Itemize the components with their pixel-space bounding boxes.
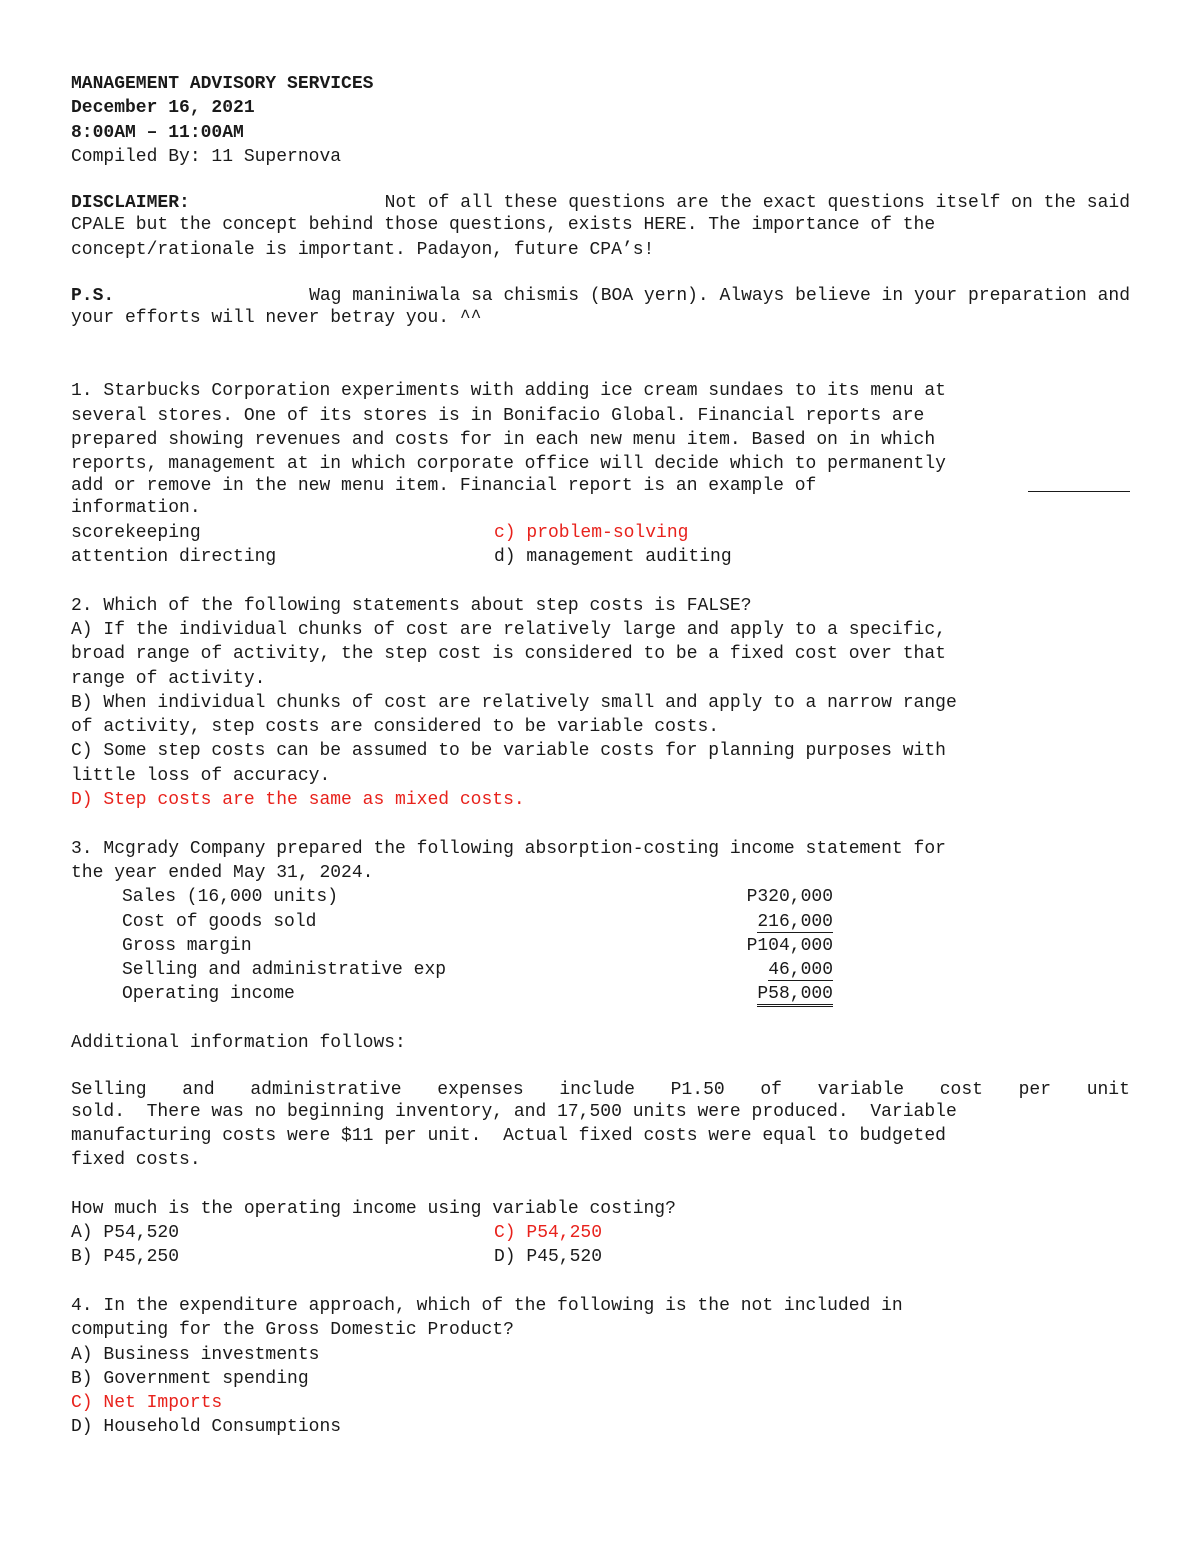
- q3-stem-line-1: 3. Mcgrady Company prepared the following absorption-costing income statement for: [71, 838, 946, 859]
- q4-option-c-correct: C) Net Imports: [71, 1393, 223, 1414]
- answer-blank: [1028, 476, 1130, 492]
- q4-option-d: D) Household Consumptions: [71, 1417, 342, 1438]
- q3-option-d: D) P45,520: [494, 1247, 603, 1268]
- q2-option-b-line-1: B) When individual chunks of cost are relatively small and apply to a narrow range: [71, 692, 957, 713]
- income-statement-row: [122, 958, 833, 982]
- q3-option-a: A) P54,520: [71, 1223, 180, 1244]
- document-title: MANAGEMENT ADVISORY SERVICES: [71, 74, 374, 94]
- q3-options-row-2: [71, 1245, 1130, 1269]
- q4-stem-line-2: computing for the Gross Domestic Product?: [71, 1320, 514, 1341]
- q1-stem-line-3: prepared showing revenues and costs for in each new menu item. Based on in which: [71, 429, 936, 450]
- q3-stem-line-2: the year ended May 31, 2024.: [71, 862, 374, 883]
- disclaimer-text-2: CPALE but the concept behind those questions, exists HERE. The importance of the: [71, 215, 936, 236]
- income-statement-row: [122, 934, 833, 958]
- q1-option-b: attention directing: [71, 547, 277, 568]
- exam-time: 8:00AM – 11:00AM: [71, 122, 244, 143]
- document-body: [71, 72, 1130, 1440]
- q2-option-a-line-2: broad range of activity, the step cost is considered to be a fixed cost over that: [71, 644, 946, 665]
- q1-option-d: d) management auditing: [494, 547, 732, 568]
- ps-text-1: Wag maniniwala sa chismis (BOA yern). Always believe in your preparation and: [309, 286, 1130, 307]
- q2-option-b-line-2: of activity, step costs are considered to be variable costs.: [71, 717, 720, 738]
- income-statement-row: [122, 982, 833, 1006]
- ps-text-2: your efforts will never betray you. ^^: [71, 308, 482, 329]
- q1-stem-line-5: [71, 476, 1130, 496]
- q1-stem-line-5-text: add or remove in the new menu item. Financial report is an example of: [71, 476, 817, 497]
- ps-line-1: [71, 286, 1130, 306]
- q1-stem-line-6: information.: [71, 498, 201, 519]
- income-statement-row: [122, 885, 833, 909]
- statement-label: Sales (16,000 units): [122, 887, 339, 908]
- exam-date: December 16, 2021: [71, 98, 255, 119]
- q2-stem: 2. Which of the following statements about step costs is FALSE?: [71, 595, 752, 616]
- disclaimer-text-1: Not of all these questions are the exact questions itself on the said: [384, 193, 1130, 214]
- q1-stem-line-4: reports, management at in which corporate office will decide which to permanently: [71, 454, 946, 475]
- q2-option-a-line-3: range of activity.: [71, 668, 266, 689]
- income-statement-row: [122, 910, 833, 934]
- statement-amount: P58,000: [757, 984, 833, 1007]
- q2-option-c-line-1: C) Some step costs can be assumed to be variable costs for planning purposes with: [71, 741, 946, 762]
- q3-info-line-1: Selling and administrative expenses include P1.50 of variable cost per unit: [71, 1079, 1130, 1100]
- q3-info-line-2: sold. There was no beginning inventory, and 17,500 units were produced. Variable: [71, 1101, 957, 1122]
- disclaimer-line-1: [71, 193, 1130, 213]
- q4-option-a: A) Business investments: [71, 1344, 320, 1365]
- statement-label: Operating income: [122, 984, 295, 1005]
- q3-option-b: B) P45,250: [71, 1247, 180, 1268]
- q1-stem-line-1: 1. Starbucks Corporation experiments with adding ice cream sundaes to its menu at: [71, 381, 946, 402]
- statement-amount: 46,000: [768, 960, 833, 981]
- statement-label: Selling and administrative exp: [122, 960, 447, 981]
- statement-amount: 216,000: [757, 911, 833, 932]
- q2-option-a-line-1: A) If the individual chunks of cost are relatively large and apply to a specific,: [71, 619, 946, 640]
- q4-stem-line-1: 4. In the expenditure approach, which of the following is the not included in: [71, 1295, 903, 1316]
- q3-question: How much is the operating income using variable costing?: [71, 1198, 676, 1219]
- q1-option-c-correct: c) problem-solving: [494, 522, 689, 543]
- disclaimer-label: DISCLAIMER:: [71, 193, 190, 214]
- q3-additional-heading: Additional information follows:: [71, 1032, 406, 1053]
- q1-options-row-2: [71, 545, 1130, 569]
- statement-label: Cost of goods sold: [122, 911, 317, 932]
- statement-amount: P320,000: [746, 887, 833, 908]
- q3-info-line-3: manufacturing costs were $11 per unit. Actual fixed costs were equal to budgeted: [71, 1125, 946, 1146]
- q2-option-d-correct: D) Step costs are the same as mixed costs.: [71, 790, 525, 811]
- ps-label: P.S.: [71, 286, 115, 307]
- q4-option-b: B) Government spending: [71, 1368, 309, 1389]
- q3-option-c-correct: C) P54,250: [494, 1223, 603, 1244]
- compiled-by: Compiled By: 11 Supernova: [71, 146, 342, 167]
- q2-option-c-line-2: little loss of accuracy.: [71, 765, 331, 786]
- statement-amount: P104,000: [746, 935, 833, 956]
- q1-option-a: scorekeeping: [71, 522, 201, 543]
- statement-label: Gross margin: [122, 935, 252, 956]
- q1-stem-line-2: several stores. One of its stores is in Bonifacio Global. Financial reports are: [71, 405, 925, 426]
- disclaimer-text-3: concept/rationale is important. Padayon, future CPA’s!: [71, 239, 655, 260]
- q3-info-line-4: fixed costs.: [71, 1150, 201, 1171]
- q3-options-row-1: [71, 1221, 1130, 1245]
- q1-options-row-1: [71, 521, 1130, 545]
